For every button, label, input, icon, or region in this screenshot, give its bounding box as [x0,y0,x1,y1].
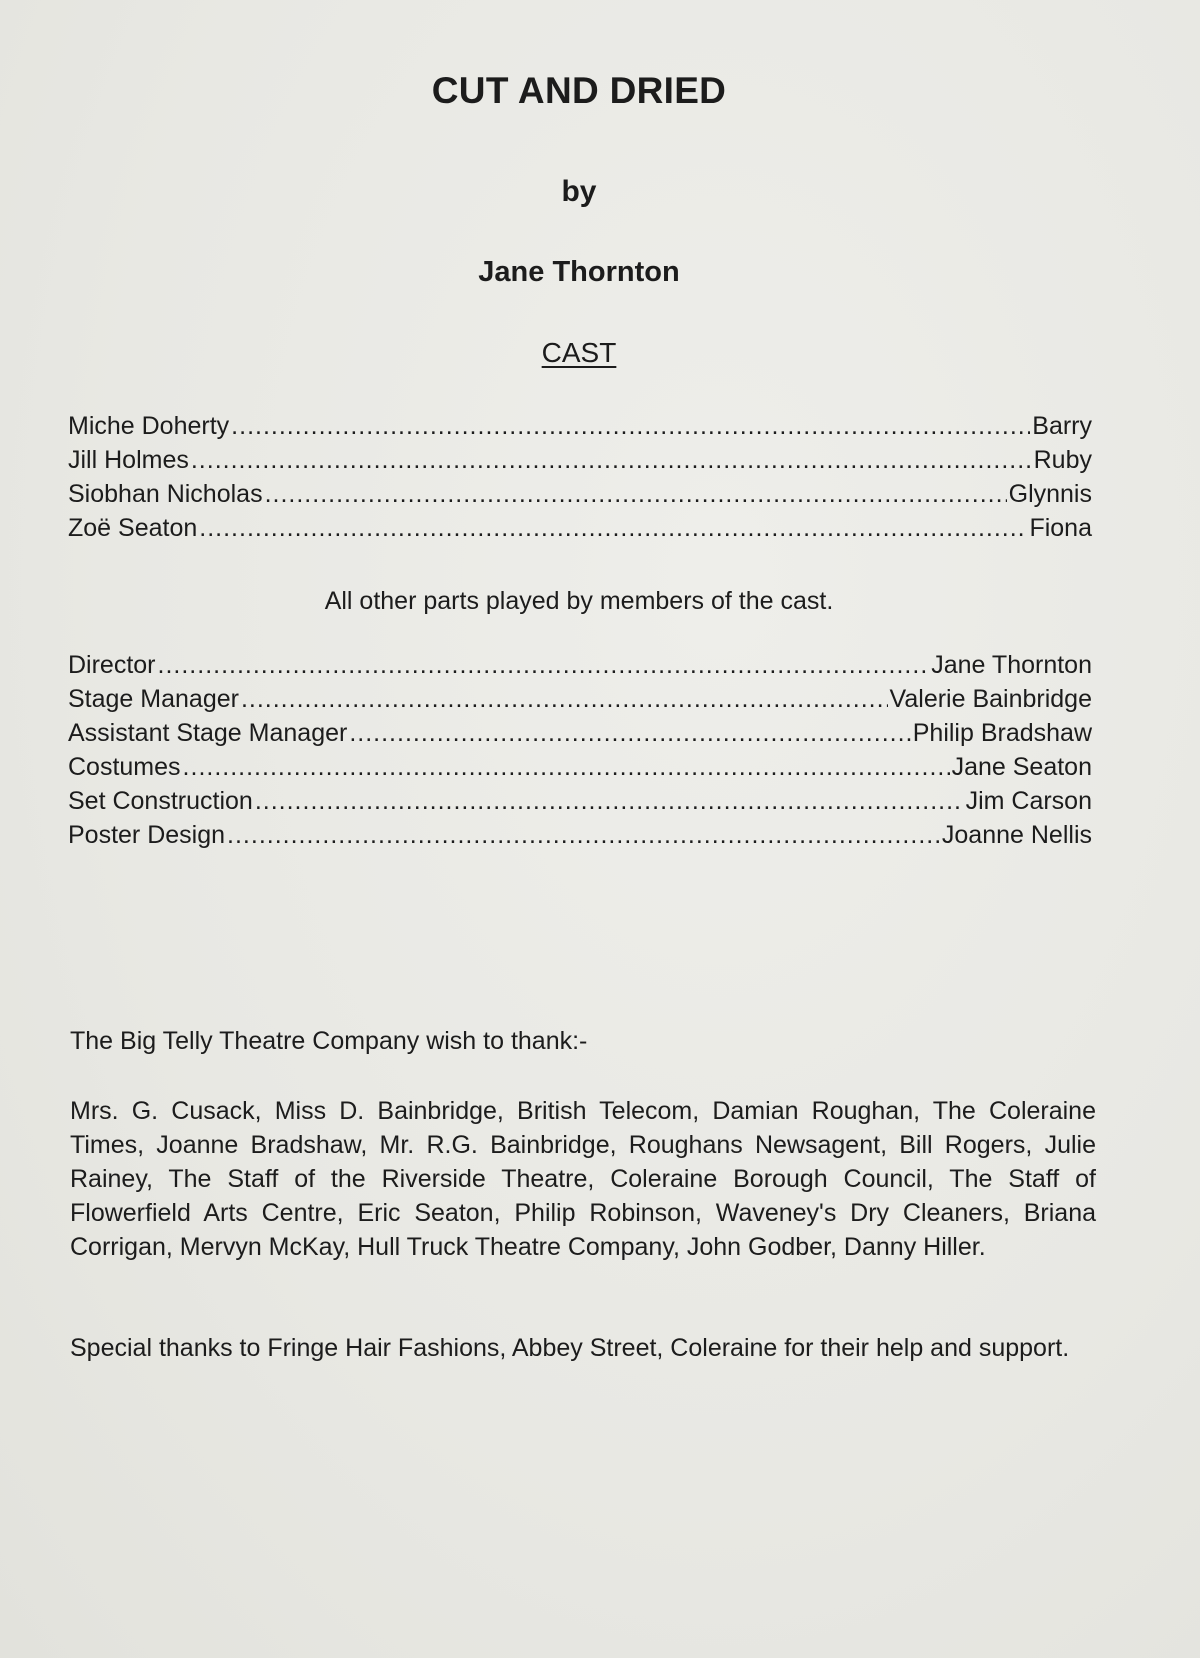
role-name: Ruby [1033,446,1092,474]
cast-row [68,446,1092,480]
crew-row [68,651,1092,685]
crew-position: Set Construction [68,787,253,815]
dot-leader [255,787,964,816]
crew-name: Valerie Bainbridge [889,685,1092,713]
actor-name: Miche Doherty [68,412,230,440]
dot-leader [199,514,1027,543]
dot-leader [265,480,1007,509]
role-name: Glynnis [1008,480,1092,508]
crew-row [68,685,1092,719]
cast-list [68,412,1092,548]
dot-leader [183,753,950,782]
thanks-body: Mrs. G. Cusack, Miss D. Bainbridge, British Telecom, Damian Roughan, The Coleraine Times, Joanne Bradshaw, Mr. R.G. Bainbridge, Roughans Newsagent, Bill Rogers, Julie Rainey, The Staff of the Riverside Theatre, Coleraine Borough Council, The Staff of Flowerfield Arts Centre, Eric Seaton, Philip Robinson, Waveney's Dry Cleaners, Briana Corrigan, Mervyn McKay, Hull Truck Theatre Company, John Godber, Danny Hiller. [70,1097,1096,1261]
dot-leader [191,446,1032,475]
crew-name: Joanne Nellis [941,821,1092,849]
crew-position: Director [68,651,156,679]
thanks-intro: The Big Telly Theatre Company wish to thank:- [70,1027,588,1055]
crew-position: Stage Manager [68,685,239,713]
role-name: Fiona [1029,514,1092,542]
crew-row [68,753,1092,787]
cast-heading: CAST [541,337,617,368]
special-thanks: Special thanks to Fringe Hair Fashions, Abbey Street, Coleraine for their help and support. [70,1334,1070,1362]
crew-name: Philip Bradshaw [912,719,1092,747]
cast-row [68,514,1092,548]
crew-row [68,821,1092,855]
crew-row [68,719,1092,753]
actor-name: Zoë Seaton [68,514,198,542]
play-title: CUT AND DRIED [431,70,727,111]
crew-position: Costumes [68,753,181,781]
crew-position: Poster Design [68,821,226,849]
dot-leader [349,719,910,748]
crew-list [68,651,1092,855]
dot-leader [231,412,1030,441]
other-parts-note: All other parts played by members of the cast. [324,587,834,615]
crew-name: Jane Seaton [951,753,1092,781]
cast-row [68,412,1092,446]
dot-leader [158,651,930,680]
crew-position: Assistant Stage Manager [68,719,348,747]
crew-name: Jane Thornton [931,651,1092,679]
actor-name: Jill Holmes [68,446,189,474]
dot-leader [241,685,888,714]
dot-leader [227,821,940,850]
by-line: by [561,175,597,208]
role-name: Barry [1032,412,1092,440]
crew-row [68,787,1092,821]
actor-name: Siobhan Nicholas [68,480,263,508]
crew-name: Jim Carson [965,787,1092,815]
cast-row [68,480,1092,514]
author-name: Jane Thornton [478,256,680,288]
